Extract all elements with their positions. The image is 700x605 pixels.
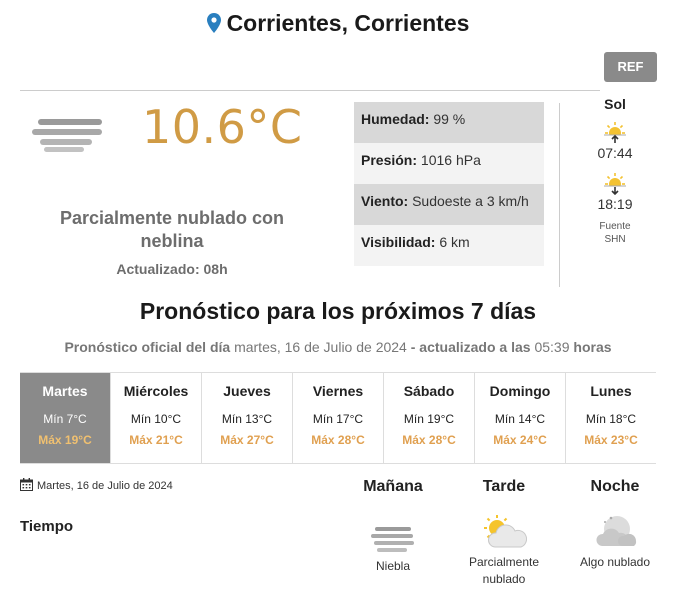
fog-icon [371, 526, 415, 554]
period-label: Parcialmente nublado [468, 555, 540, 586]
day-max: Máx 19°C [38, 433, 92, 447]
fog-icon [30, 117, 106, 153]
forecast-sub-suffix: horas [573, 339, 612, 355]
day-tab-domingo[interactable] [475, 373, 566, 463]
sunrise-time: 07:44 [597, 145, 633, 161]
forecast-title: Pronóstico para los próximos 7 días [139, 298, 537, 324]
period-tarde [449, 478, 559, 588]
pressure-row [354, 143, 544, 184]
period-name: Mañana [363, 478, 423, 495]
humidity-label: Humedad: [361, 111, 430, 127]
day-min: Mín 10°C [130, 412, 182, 426]
current-description: Parcialmente nublado con neblina [59, 208, 285, 251]
sunset-icon [602, 171, 628, 195]
day-name: Viernes [312, 383, 364, 399]
location-title [0, 10, 676, 39]
period-manana [338, 478, 448, 575]
day-max: Máx 28°C [311, 433, 365, 447]
day-min: Mín 17°C [312, 412, 364, 426]
sun-source [584, 220, 646, 246]
day-min: Mín 19°C [403, 412, 455, 426]
day-tab-martes[interactable] [20, 373, 111, 463]
day-min: Mín 13°C [221, 412, 273, 426]
day-name: Martes [42, 383, 88, 399]
day-max: Máx 23°C [584, 433, 638, 447]
day-name: Miércoles [123, 383, 189, 399]
period-name: Tarde [482, 478, 526, 495]
conditions-table [354, 102, 544, 266]
period-label: Niebla [375, 559, 411, 573]
partly-cloudy-icon [481, 514, 527, 550]
day-name: Domingo [489, 383, 551, 399]
day-tab-lunes[interactable] [566, 373, 656, 463]
visibility-value: 6 km [439, 234, 470, 250]
sunrise-icon [602, 120, 628, 144]
day-name: Sábado [403, 383, 455, 399]
visibility-label: Visibilidad: [361, 234, 436, 250]
ref-button[interactable]: REF [604, 52, 657, 82]
wind-value: Sudoeste a 3 km/h [412, 193, 529, 209]
sunset-time: 18:19 [597, 196, 633, 212]
wind-label: Viento: [361, 193, 409, 209]
period-name: Noche [590, 478, 640, 495]
day-tab-viernes[interactable] [293, 373, 384, 463]
day-max: Máx 27°C [220, 433, 274, 447]
period-label: Algo nublado [579, 555, 651, 569]
forecast-sub-prefix: Pronóstico oficial del día [64, 339, 231, 355]
day-max: Máx 24°C [493, 433, 547, 447]
location-pin-icon [207, 12, 221, 39]
wind-row [354, 184, 544, 225]
sun-panel [584, 96, 646, 246]
visibility-row [354, 225, 544, 266]
detail-date-text: Martes, 16 de Julio de 2024 [37, 480, 173, 492]
day-max: Máx 28°C [402, 433, 456, 447]
forecast-sub-mid: - actualizado a las [410, 339, 531, 355]
calendar-icon [20, 478, 33, 491]
period-noche [560, 478, 670, 571]
humidity-row [354, 102, 544, 143]
current-temperature: 10.6°C [142, 100, 303, 154]
day-max: Máx 21°C [129, 433, 183, 447]
day-name: Lunes [590, 383, 632, 399]
updated-time: Actualizado: 08h [116, 261, 228, 277]
forecast-day-tabs [20, 372, 656, 464]
night-cloudy-icon [592, 514, 638, 550]
source-label: Fuente [599, 221, 631, 232]
divider [20, 90, 600, 91]
day-tab-miercoles[interactable] [111, 373, 202, 463]
day-tab-jueves[interactable] [202, 373, 293, 463]
forecast-sub-date: martes, 16 de Julio de 2024 [234, 339, 407, 355]
humidity-value: 99 % [433, 111, 466, 127]
pressure-value: 1016 hPa [420, 152, 481, 168]
vertical-divider [559, 103, 560, 287]
day-name: Jueves [223, 383, 271, 399]
sun-title: Sol [604, 96, 626, 112]
location-name: Corrientes, Corrientes [226, 10, 470, 36]
day-min: Mín 18°C [585, 412, 637, 426]
forecast-subtitle [0, 339, 676, 355]
pressure-label: Presión: [361, 152, 418, 168]
day-min: Mín 7°C [43, 412, 87, 426]
forecast-sub-time: 05:39 [534, 339, 570, 355]
tiempo-label: Tiempo [20, 518, 74, 535]
day-min: Mín 14°C [494, 412, 546, 426]
detail-date [20, 478, 173, 492]
day-tab-sabado[interactable] [384, 373, 475, 463]
source-name: SHN [604, 234, 626, 245]
